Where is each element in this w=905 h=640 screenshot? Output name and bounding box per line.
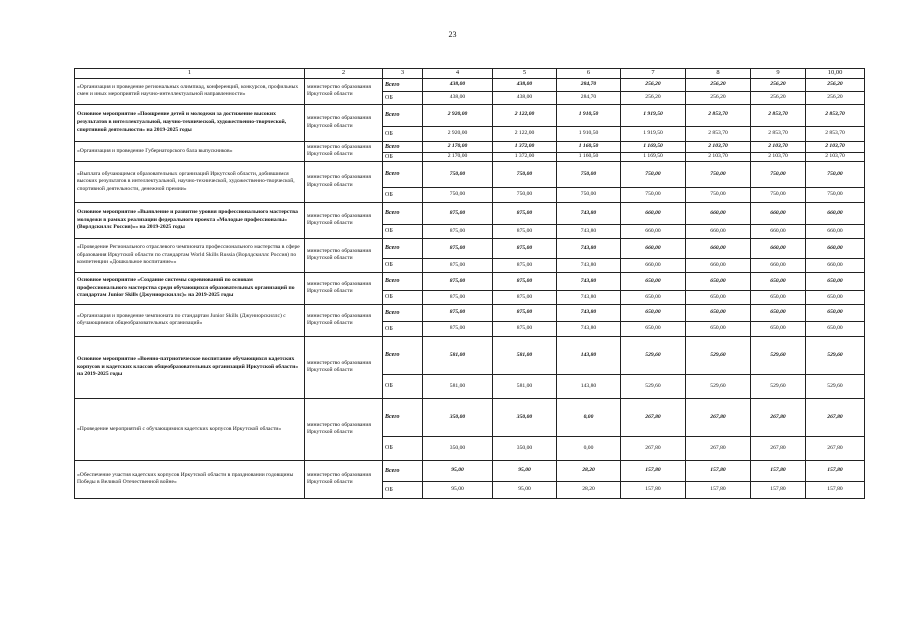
activity-name: Основное мероприятие «Поощрение детей и молодежи за достижение высоких результатов в интеллектуальной, научно-технической, художественно-творческой, спортивной деятельности» на 2019-2025 годы (75, 104, 305, 141)
table-row (75, 304, 865, 321)
amount-cell: 660,00 (751, 238, 806, 258)
responsible-executor: министерство образования Иркутской области (305, 238, 383, 272)
amount-cell: 750,00 (493, 161, 557, 187)
amount-cell: 267,80 (806, 436, 865, 460)
responsible-executor: министерство образования Иркутской области (305, 104, 383, 141)
amount-cell: 743,80 (557, 304, 621, 321)
header-cell-3: 3 (383, 69, 423, 79)
funding-source: Всего (383, 304, 423, 321)
amount-cell: 438,00 (423, 91, 493, 104)
funding-source: Всего (383, 336, 423, 374)
amount-cell: 2 170,00 (423, 141, 493, 152)
funding-source: ОБ (383, 152, 423, 161)
amount-cell: 529,60 (686, 374, 751, 398)
amount-cell: 660,00 (806, 224, 865, 238)
header-cell-4: 4 (423, 69, 493, 79)
activity-name: «Организация и проведение чемпионата по стандартам Junior Skills (Джуниорскиллс) с обучающимися общеобразовательных организаций» (75, 304, 305, 336)
amount-cell: 650,00 (686, 272, 751, 290)
amount-cell: 660,00 (751, 224, 806, 238)
amount-cell: 750,00 (621, 161, 686, 187)
amount-cell: 650,00 (806, 272, 865, 290)
amount-cell: 0,00 (557, 398, 621, 436)
amount-cell: 743,80 (557, 238, 621, 258)
amount-cell: 143,80 (557, 336, 621, 374)
activity-name: Основное мероприятие «Военно-патриотическое воспитание обучающихся кадетских корпусов и кадетских классов общеобразовательных организаций Иркутской области» на 2019-2025 годы (75, 336, 305, 398)
amount-cell: 1 919,50 (621, 126, 686, 141)
amount-cell: 875,00 (493, 224, 557, 238)
amount-cell: 157,80 (751, 481, 806, 498)
amount-cell: 267,80 (806, 398, 865, 436)
amount-cell: 438,00 (423, 78, 493, 91)
funding-source: ОБ (383, 224, 423, 238)
responsible-executor: министерство образования Иркутской области (305, 78, 383, 104)
amount-cell: 2 920,00 (423, 126, 493, 141)
amount-cell: 157,80 (621, 481, 686, 498)
amount-cell: 660,00 (621, 238, 686, 258)
table-row (75, 460, 865, 481)
amount-cell: 660,00 (621, 258, 686, 272)
funding-source: Всего (383, 460, 423, 481)
amount-cell: 650,00 (686, 304, 751, 321)
amount-cell: 750,00 (423, 187, 493, 202)
amount-cell: 875,00 (493, 272, 557, 290)
header-cell-8: 8 (686, 69, 751, 79)
funding-source: Всего (383, 78, 423, 91)
table-row (75, 398, 865, 436)
responsible-executor: министерство образования Иркутской области (305, 304, 383, 336)
amount-cell: 750,00 (751, 161, 806, 187)
amount-cell: 1 910,50 (557, 104, 621, 126)
amount-cell: 438,00 (493, 91, 557, 104)
amount-cell: 650,00 (621, 304, 686, 321)
header-row (75, 69, 865, 79)
amount-cell: 256,20 (751, 78, 806, 91)
amount-cell: 1 160,50 (557, 152, 621, 161)
amount-cell: 875,00 (493, 238, 557, 258)
table-row (75, 238, 865, 258)
amount-cell: 256,20 (621, 91, 686, 104)
amount-cell: 650,00 (621, 290, 686, 304)
amount-cell: 2 853,70 (686, 126, 751, 141)
amount-cell: 2 103,70 (751, 152, 806, 161)
amount-cell: 529,60 (806, 336, 865, 374)
header-cell-5: 5 (493, 69, 557, 79)
amount-cell: 284,70 (557, 91, 621, 104)
amount-cell: 438,00 (493, 78, 557, 91)
activity-name: Основное мероприятие «Создание системы соревнований по основам профессионального мастерства среди обучающихся образовательных организаций по стандартам Junior Skills (Джуниорскиллс)» на 2019-2025 годы (75, 272, 305, 304)
header-cell-1: 1 (75, 69, 305, 79)
responsible-executor: министерство образования Иркутской области (305, 460, 383, 498)
amount-cell: 650,00 (751, 321, 806, 336)
activity-name: «Организация и проведение Губернаторского бала выпускников» (75, 141, 305, 161)
funding-source: ОБ (383, 481, 423, 498)
amount-cell: 267,80 (621, 436, 686, 460)
amount-cell: 256,20 (621, 78, 686, 91)
amount-cell: 660,00 (751, 258, 806, 272)
amount-cell: 750,00 (806, 187, 865, 202)
activity-name: «Проведение мероприятий с обучающимися кадетских корпусов Иркутской области» (75, 398, 305, 460)
amount-cell: 743,80 (557, 272, 621, 290)
amount-cell: 157,80 (806, 481, 865, 498)
amount-cell: 581,00 (493, 374, 557, 398)
responsible-executor: министерство образования Иркутской области (305, 161, 383, 202)
amount-cell: 660,00 (806, 238, 865, 258)
amount-cell: 750,00 (621, 187, 686, 202)
funding-source: ОБ (383, 258, 423, 272)
amount-cell: 529,60 (686, 336, 751, 374)
amount-cell: 750,00 (557, 187, 621, 202)
amount-cell: 650,00 (751, 304, 806, 321)
amount-cell: 267,80 (751, 436, 806, 460)
funding-source: Всего (383, 161, 423, 187)
amount-cell: 650,00 (751, 272, 806, 290)
table-row (75, 141, 865, 152)
amount-cell: 2 103,70 (806, 152, 865, 161)
funding-source: ОБ (383, 321, 423, 336)
amount-cell: 2 103,70 (686, 141, 751, 152)
responsible-executor: министерство образования Иркутской области (305, 336, 383, 398)
amount-cell: 157,80 (621, 460, 686, 481)
amount-cell: 650,00 (621, 272, 686, 290)
amount-cell: 95,00 (493, 481, 557, 498)
amount-cell: 2 853,70 (806, 104, 865, 126)
amount-cell: 743,80 (557, 290, 621, 304)
amount-cell: 581,00 (493, 336, 557, 374)
amount-cell: 875,00 (423, 238, 493, 258)
responsible-executor: министерство образования Иркутской области (305, 398, 383, 460)
amount-cell: 2 103,70 (806, 141, 865, 152)
amount-cell: 660,00 (806, 258, 865, 272)
amount-cell: 256,20 (806, 91, 865, 104)
amount-cell: 660,00 (686, 258, 751, 272)
responsible-executor: министерство образования Иркутской области (305, 272, 383, 304)
amount-cell: 95,00 (493, 460, 557, 481)
amount-cell: 650,00 (686, 290, 751, 304)
amount-cell: 2 853,70 (751, 126, 806, 141)
amount-cell: 660,00 (686, 202, 751, 224)
amount-cell: 660,00 (686, 238, 751, 258)
amount-cell: 875,00 (423, 272, 493, 290)
amount-cell: 28,20 (557, 460, 621, 481)
amount-cell: 875,00 (493, 321, 557, 336)
amount-cell: 2 103,70 (751, 141, 806, 152)
amount-cell: 650,00 (686, 321, 751, 336)
amount-cell: 2 920,00 (423, 104, 493, 126)
amount-cell: 750,00 (423, 161, 493, 187)
amount-cell: 750,00 (686, 187, 751, 202)
amount-cell: 875,00 (423, 290, 493, 304)
amount-cell: 2 853,70 (806, 126, 865, 141)
amount-cell: 743,80 (557, 202, 621, 224)
amount-cell: 2 853,70 (686, 104, 751, 126)
amount-cell: 529,60 (621, 336, 686, 374)
amount-cell: 157,80 (686, 460, 751, 481)
amount-cell: 529,60 (621, 374, 686, 398)
amount-cell: 143,80 (557, 374, 621, 398)
funding-source: ОБ (383, 290, 423, 304)
amount-cell: 581,00 (423, 336, 493, 374)
amount-cell: 157,80 (751, 460, 806, 481)
amount-cell: 1 169,50 (621, 141, 686, 152)
funding-source: Всего (383, 398, 423, 436)
table-row (75, 78, 865, 91)
amount-cell: 660,00 (751, 202, 806, 224)
responsible-executor: министерство образования Иркутской области (305, 202, 383, 238)
amount-cell: 743,80 (557, 258, 621, 272)
amount-cell: 581,00 (423, 374, 493, 398)
amount-cell: 650,00 (751, 290, 806, 304)
amount-cell: 650,00 (806, 290, 865, 304)
page-number: 23 (448, 30, 457, 39)
amount-cell: 0,00 (557, 436, 621, 460)
amount-cell: 743,80 (557, 224, 621, 238)
amount-cell: 2 103,70 (686, 152, 751, 161)
amount-cell: 284,70 (557, 78, 621, 91)
activity-name: «Проведение Регионального отраслевого чемпионата профессионального мастерства в сфере образования Иркутской области по стандартам World Skills Russia (Ворлдскиллс Россия) по компетенции «Дошкольное воспитание»» (75, 238, 305, 272)
amount-cell: 256,20 (751, 91, 806, 104)
amount-cell: 529,60 (751, 374, 806, 398)
amount-cell: 267,80 (686, 436, 751, 460)
header-cell-10: 10,00 (806, 69, 865, 79)
header-cell-9: 9 (751, 69, 806, 79)
table-row (75, 104, 865, 126)
funding-source: Всего (383, 238, 423, 258)
amount-cell: 650,00 (621, 321, 686, 336)
amount-cell: 95,00 (423, 481, 493, 498)
amount-cell: 660,00 (621, 202, 686, 224)
amount-cell: 267,80 (686, 398, 751, 436)
table-row (75, 161, 865, 187)
amount-cell: 350,00 (423, 436, 493, 460)
amount-cell: 875,00 (423, 304, 493, 321)
table-row (75, 336, 865, 374)
amount-cell: 350,00 (493, 398, 557, 436)
amount-cell: 1 169,50 (621, 152, 686, 161)
amount-cell: 1 910,50 (557, 126, 621, 141)
amount-cell: 875,00 (493, 304, 557, 321)
amount-cell: 660,00 (686, 224, 751, 238)
funding-source: ОБ (383, 436, 423, 460)
funding-source: Всего (383, 202, 423, 224)
amount-cell: 2 853,70 (751, 104, 806, 126)
amount-cell: 157,80 (806, 460, 865, 481)
amount-cell: 350,00 (423, 398, 493, 436)
amount-cell: 750,00 (686, 161, 751, 187)
funding-source: ОБ (383, 126, 423, 141)
amount-cell: 875,00 (423, 224, 493, 238)
header-cell-7: 7 (621, 69, 686, 79)
amount-cell: 529,60 (806, 374, 865, 398)
amount-cell: 875,00 (423, 321, 493, 336)
amount-cell: 1 160,50 (557, 141, 621, 152)
amount-cell: 650,00 (806, 304, 865, 321)
activity-name: «Выплата обучающимся образовательных организаций Иркутской области, добившимся высоких результатов в интеллектуальной, научно-технической, художественно-творческой, спортивной деятельности, денежной премии» (75, 161, 305, 202)
amount-cell: 267,80 (621, 398, 686, 436)
funding-source: ОБ (383, 187, 423, 202)
amount-cell: 1 372,00 (493, 152, 557, 161)
table-row (75, 202, 865, 224)
funding-source: Всего (383, 141, 423, 152)
amount-cell: 650,00 (806, 321, 865, 336)
funding-source: Всего (383, 104, 423, 126)
funding-source: ОБ (383, 91, 423, 104)
amount-cell: 875,00 (493, 258, 557, 272)
activity-name: «Обеспечение участия кадетских корпусов Иркутской области в праздновании годовщины Победы в Великой Отечественной войне» (75, 460, 305, 498)
amount-cell: 750,00 (493, 187, 557, 202)
amount-cell: 750,00 (806, 161, 865, 187)
amount-cell: 750,00 (557, 161, 621, 187)
header-cell-6: 6 (557, 69, 621, 79)
amount-cell: 875,00 (493, 290, 557, 304)
amount-cell: 2 170,00 (423, 152, 493, 161)
amount-cell: 267,80 (751, 398, 806, 436)
amount-cell: 1 919,50 (621, 104, 686, 126)
amount-cell: 95,00 (423, 460, 493, 481)
amount-cell: 1 372,00 (493, 141, 557, 152)
amount-cell: 875,00 (423, 258, 493, 272)
funding-source: Всего (383, 272, 423, 290)
amount-cell: 660,00 (806, 202, 865, 224)
amount-cell: 256,20 (806, 78, 865, 91)
amount-cell: 256,20 (686, 78, 751, 91)
amount-cell: 743,80 (557, 321, 621, 336)
responsible-executor: министерство образования Иркутской области (305, 141, 383, 161)
activity-name: Основное мероприятие «Выявление и развитие уровня профессионального мастерства молодежи в рамках реализации федерального проекта «Молодые профессионалы» (Ворлдскиллс Россия)»» на 2019-2025 годы (75, 202, 305, 238)
amount-cell: 2 122,00 (493, 126, 557, 141)
header-cell-2: 2 (305, 69, 383, 79)
amount-cell: 157,80 (686, 481, 751, 498)
amount-cell: 875,00 (493, 202, 557, 224)
funding-source: ОБ (383, 374, 423, 398)
amount-cell: 750,00 (751, 187, 806, 202)
amount-cell: 2 122,00 (493, 104, 557, 126)
amount-cell: 350,00 (493, 436, 557, 460)
amount-cell: 660,00 (621, 224, 686, 238)
amount-cell: 256,20 (686, 91, 751, 104)
table-row (75, 272, 865, 290)
program-table (74, 68, 865, 499)
activity-name: «Организация и проведение региональных олимпиад, конференций, конкурсов, профильных смен и иных мероприятий научно-интеллектуальной направленности» (75, 78, 305, 104)
amount-cell: 28,20 (557, 481, 621, 498)
amount-cell: 875,00 (423, 202, 493, 224)
amount-cell: 529,60 (751, 336, 806, 374)
